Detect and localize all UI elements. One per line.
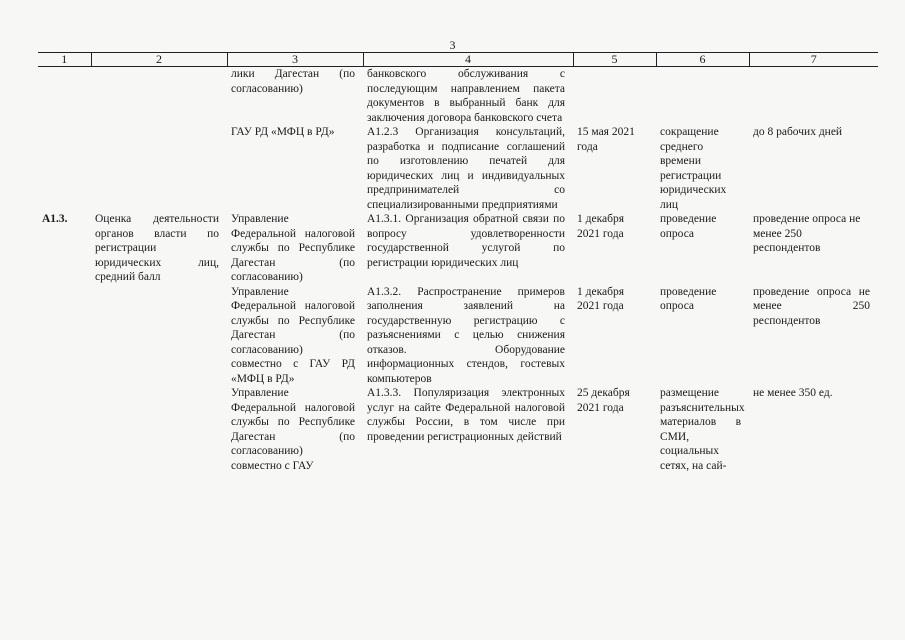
deadline: 25 декабря 2021 года [577,387,630,414]
table-row [38,285,878,387]
deadline [573,67,656,126]
column-header-3: 3 [227,53,363,67]
column-header-2: 2 [91,53,227,67]
deadline: 15 мая 2021 года [577,126,635,153]
target-value [749,67,878,126]
page-number: 3 [449,38,456,52]
indicator-name [91,386,227,473]
expected-result: проведение опроса [660,213,717,240]
indicator-name [91,285,227,387]
responsible-body: Управление Федеральной налоговой службы по Республике Дагестан (по согласованию) [231,213,355,283]
activity-description: банковского обслуживания с последующим направлением пакета документов в выбранный банк для заключения договора банковского счета [367,68,565,124]
deadline: 1 декабря 2021 года [577,285,624,312]
column-header-6: 6 [656,53,749,67]
table-row [38,67,878,126]
column-header-1: 1 [38,53,91,67]
column-header-4: 4 [363,53,573,67]
indicator-name [91,67,227,126]
deadline: 1 декабря 2021 года [577,213,624,240]
row-code [38,386,91,473]
expected-result: проведение опроса [660,285,717,312]
row-code [38,285,91,387]
activity-description: А1.3.3. Популяризация электронных услуг на сайте Федеральной налоговой службы России, в том числе при проведении регистрационных действий [367,387,565,443]
expected-result: сокращение среднего времени регистрации юридических лиц [660,126,727,211]
expected-result [656,67,749,126]
activities-table [38,52,878,473]
indicator-name [91,125,227,212]
activity-description: А1.3.2. Распространение примеров заполнения заявлений на государственную регистрацию с разъяснениями с целью снижения отказов. Оборудование информационных стендов, гостевых компьютеров [367,285,565,385]
activity-description: А1.3.1. Организация обратной связи по вопросу удовлетворенности государственной услугой по регистрации юридических лиц [367,213,565,269]
activity-description: А1.2.3 Организация консультаций, разработка и подписание соглашений по изготовлению печатей для юридических лиц и индивидуальных предпринимателей со специализированными предприятиями [367,126,565,211]
target-value: проведение опроса не менее 250 респондентов [753,213,861,254]
column-header-7: 7 [749,53,878,67]
responsible-body: Управление Федеральной налоговой службы по Республике Дагестан (по согласованию) совместно с ГАУ [231,387,355,472]
row-code [38,67,91,126]
table-row [38,386,878,473]
indicator-name: Оценка деятельности органов власти по регистрации юридических лиц, средний балл [95,213,219,283]
column-number-row [38,53,878,67]
table-row [38,125,878,212]
row-code: А1.3. [42,213,68,225]
responsible-body: Управление Федеральной налоговой службы по Республике Дагестан (по согласованию) совместно с ГАУ РД «МФЦ в РД» [231,285,355,385]
expected-result: размещение разъяснительных материалов в СМИ, социальных сетях, на сай- [660,387,745,472]
responsible-body: ГАУ РД «МФЦ в РД» [231,126,335,138]
row-code [38,125,91,212]
column-header-5: 5 [573,53,656,67]
target-value: проведение опроса не менее 250 респондентов [753,285,870,327]
responsible-body: лики Дагестан (по согласованию) [231,68,355,95]
table-row [38,212,878,285]
target-value: не менее 350 ед. [753,387,833,399]
target-value: до 8 рабочих дней [753,126,843,138]
